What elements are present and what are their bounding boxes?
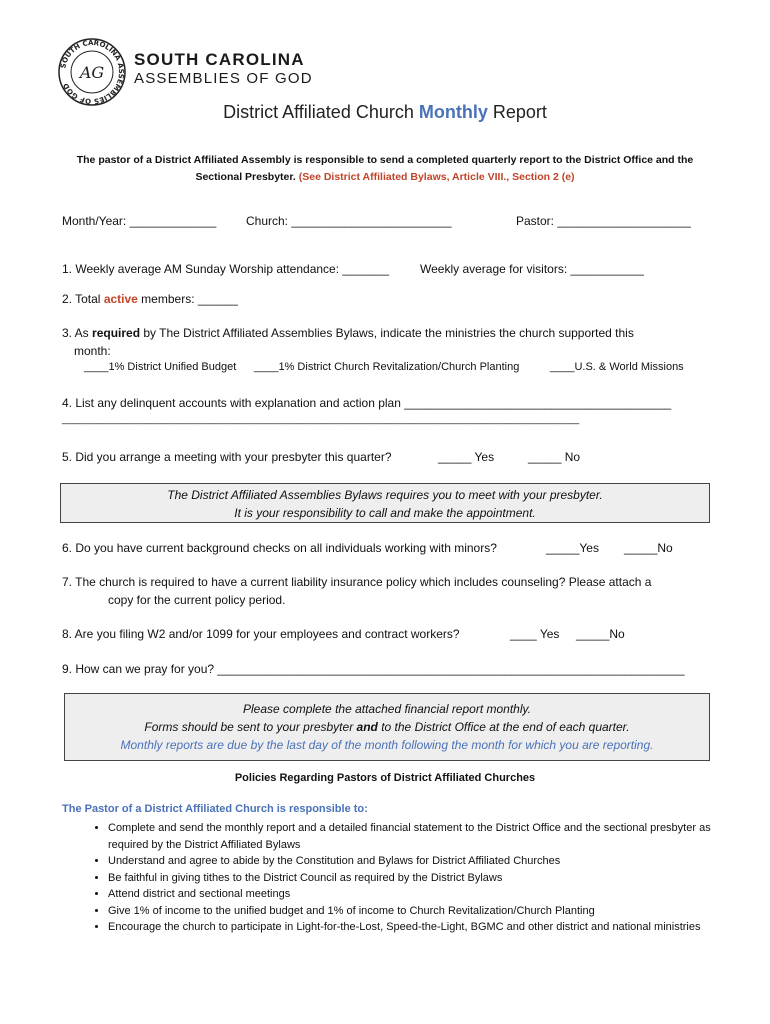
intro-paragraph: The pastor of a District Affiliated Assembly is responsible to send a completed quarterly report to the District Office and the Sectional Presbyter. (See District Affiliated Bylaws, Article VIII., Section 2 (e)	[76, 154, 694, 183]
q7-liability-insurance: 7. The church is required to have a current liability insurance policy which includes counseling? Please attach a	[62, 575, 652, 589]
page-title: District Affiliated Church Monthly Report	[223, 102, 547, 122]
list-item: • Understand and agree to abide by the Constitution and Bylaws for District Affiliated Churches	[108, 853, 748, 870]
financial-line3: Monthly reports are due by the last day of the month following the month for which you are reporting.	[120, 738, 654, 752]
q3-option-unified-budget[interactable]: ____1% District Unified Budget	[84, 361, 237, 373]
svg-text:SOUTH CAROLINA ASSEMBLIES OF G: SOUTH CAROLINA ASSEMBLIES OF GOD	[59, 38, 126, 106]
q5-no[interactable]: _____ No	[528, 450, 581, 464]
q3-option-missions[interactable]: ____U.S. & World Missions	[550, 361, 684, 373]
q7-continuation: copy for the current policy period.	[108, 593, 286, 607]
q3-ministries: 3. As required by The District Affiliated Assemblies Bylaws, indicate the ministries the church supported this	[62, 326, 634, 340]
notice-line1: The District Affiliated Assemblies Bylaws requires you to meet with your presbyter.	[167, 488, 603, 502]
notice-line2: It is your responsibility to call and make the appointment.	[234, 506, 536, 520]
list-item: • Attend district and sectional meetings	[108, 886, 748, 903]
month-year-field[interactable]: Month/Year: _____________	[62, 214, 217, 228]
q8-yes[interactable]: ____ Yes	[510, 627, 560, 641]
q2-active-members[interactable]: 2. Total active members: ______	[62, 292, 238, 306]
responsibilities-list	[62, 820, 748, 936]
q6-background-checks: 6. Do you have current background checks on all individuals working with minors?	[62, 541, 497, 555]
policies-heading: Policies Regarding Pastors of District Affiliated Churches	[234, 772, 536, 784]
q4-line2[interactable]: _____________________________________________________________________________________________	[62, 414, 580, 425]
q9-prayer-request[interactable]: 9. How can we pray for you? ______________________________________________________________________	[62, 662, 685, 676]
org-name-line1: SOUTH CAROLINA	[134, 50, 305, 69]
q1-attendance[interactable]: 1. Weekly average AM Sunday Worship attendance: _______	[62, 262, 390, 276]
sc-ag-logo	[58, 38, 126, 106]
q3-continuation: month:	[74, 344, 111, 358]
presbyter-notice-box	[60, 483, 710, 523]
financial-report-box	[64, 693, 710, 761]
org-name-line2: ASSEMBLIES OF GOD	[134, 70, 313, 87]
financial-line1: Please complete the attached financial report monthly.	[243, 702, 531, 716]
q5-presbyter-meeting: 5. Did you arrange a meeting with your presbyter this quarter?	[62, 450, 392, 464]
q3-option-revitalization[interactable]: ____1% District Church Revitalization/Church Planting	[254, 361, 520, 373]
q5-yes[interactable]: _____ Yes	[438, 450, 495, 464]
q4-delinquent-accounts[interactable]: 4. List any delinquent accounts with explanation and action plan ________________________________________	[62, 396, 672, 410]
q8-w2-1099: 8. Are you filing W2 and/or 1099 for your employees and contract workers?	[62, 627, 460, 641]
q8-no[interactable]: _____No	[576, 627, 625, 641]
pastor-responsibilities-heading: The Pastor of a District Affiliated Church is responsible to:	[62, 803, 368, 815]
church-field[interactable]: Church: ________________________	[246, 214, 452, 228]
list-item: • Be faithful in giving tithes to the District Council as required by the District Bylaws	[108, 870, 748, 887]
q6-no[interactable]: _____No	[624, 541, 673, 555]
list-item: • Give 1% of income to the unified budget and 1% of income to Church Revitalization/Church Planting	[108, 903, 748, 920]
q1-visitors[interactable]: Weekly average for visitors: ___________	[420, 262, 644, 276]
svg-text:AG: AG	[79, 63, 105, 82]
list-item: • Complete and send the monthly report and a detailed financial statement to the District Office and the sectional presbyter as required by the District Affiliated Bylaws	[108, 820, 748, 853]
financial-line2: Forms should be sent to your presbyter and to the District Office at the end of each quarter.	[144, 720, 630, 734]
pastor-field[interactable]: Pastor: ____________________	[516, 214, 691, 228]
list-item: • Encourage the church to participate in Light-for-the-Lost, Speed-the-Light, BGMC and other district and national ministries	[108, 919, 748, 936]
q6-yes[interactable]: _____Yes	[546, 541, 599, 555]
